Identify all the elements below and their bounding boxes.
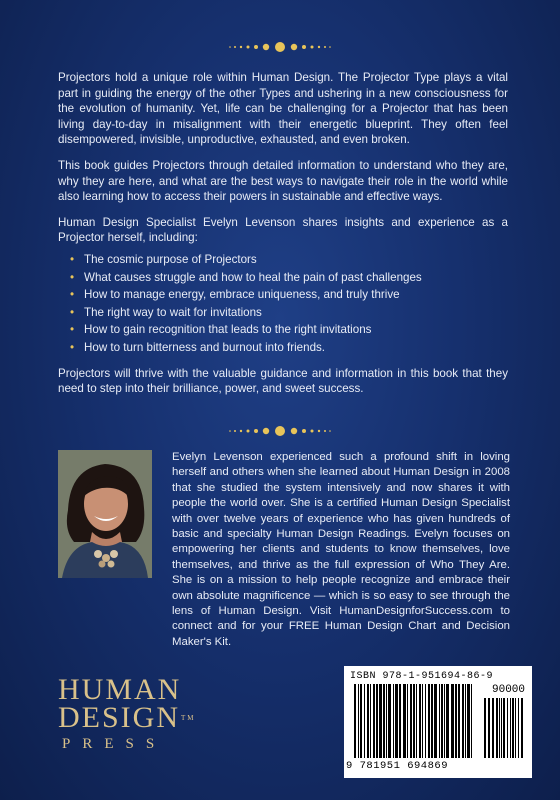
- barcode-bar: [462, 684, 464, 758]
- barcode-bar: [441, 684, 443, 758]
- barcode-bar: [467, 684, 470, 758]
- barcode-addon-bar: [507, 698, 508, 758]
- barcode-addon-bar: [503, 698, 505, 758]
- price-code: 90000: [492, 684, 526, 696]
- barcode-addon-bar: [501, 698, 502, 758]
- barcode-addon-bar: [488, 698, 490, 758]
- barcode-addon-bar: [518, 698, 519, 758]
- barcode-bar: [419, 684, 421, 758]
- middle-ornament: [0, 424, 560, 438]
- barcode-bar: [393, 684, 394, 758]
- barcode-bar: [379, 684, 382, 758]
- barcode-bar: [446, 684, 449, 758]
- logo-line-press: PRESS: [62, 736, 167, 752]
- barcode-bar: [399, 684, 401, 758]
- list-item: • How to manage energy, embrace uniqueness, and truly thrive: [70, 288, 400, 302]
- barcode-bar: [428, 684, 430, 758]
- barcode-bar: [358, 684, 359, 758]
- blurb-paragraph-4: Projectors will thrive with the valuable guidance and information in this book that they need to step into their brilliance, power, and sweet success.: [58, 366, 508, 396]
- isbn-text: ISBN 978-1-951694-86-9: [350, 671, 494, 682]
- logo-line-design: DESIGN™: [58, 701, 196, 734]
- barcode-bar: [364, 684, 365, 758]
- barcode-bar: [458, 684, 460, 758]
- publisher-logo: [58, 673, 208, 753]
- blurb-paragraph-2: This book guides Projectors through detailed information to understand who they are, why they are here, and what are the best ways to navigate their role in the world while also learning how to access their powers in sustainable and effective ways.: [58, 158, 508, 204]
- list-item: • What causes struggle and how to heal the pain of past challenges: [70, 270, 422, 284]
- topic-list: [70, 252, 508, 356]
- list-item: • The cosmic purpose of Projectors: [70, 252, 257, 266]
- barcode-bar: [403, 684, 406, 758]
- list-item: • The right way to wait for invitations: [70, 305, 262, 319]
- author-bio: Evelyn Levenson experienced such a profound shift in loving herself and others when she learned about Human Design in 2008 that she studied the system intensively and now shares it with people the world over. She is a certified Human Design Specialist with over twelve years of experience who has given hundreds of basic and specialty Human Design Readings. Evelyn focuses on empowering her clients and students to know themselves, love themselves, and thrive as the full expression of Who They Are. She is on a mission to help people recognize and embrace their own absolute magnificence — which is so easy to see through the lens of Human Design. Visit HumanDesignforSuccess.com to connect and for your FREE Human Design Chart and Decision Maker's Kit.: [172, 451, 510, 648]
- barcode-bar: [370, 684, 371, 758]
- author-photo: [58, 450, 152, 578]
- isbn-barcode: [344, 666, 532, 778]
- bullet-icon: •: [70, 305, 75, 319]
- list-item: • How to turn bitterness and burnout into friends.: [70, 340, 326, 354]
- blurb: [58, 70, 508, 407]
- blurb-paragraph-1: Projectors hold a unique role within Human Design. The Projector Type plays a vital part in guiding the energy of the other Types and ushering in a new consciousness for the evolution of humanity. Yet, life can be challenging for a Projector that has been living day-to-day in misalignment with their energetic blueprint. They often feel disempowered, invisible, unproductive, exhausted, and even broken.: [58, 71, 508, 147]
- top-ornament: [0, 40, 560, 54]
- barcode-addon-bar: [496, 698, 498, 758]
- barcode-bar: [360, 684, 362, 758]
- barcode-bar: [367, 684, 369, 758]
- barcode-bar: [451, 684, 454, 758]
- trademark-mark: TM: [181, 714, 196, 722]
- bullet-icon: •: [70, 340, 75, 354]
- barcode-bar: [444, 684, 445, 758]
- list-item: • How to gain recognition that leads to the right invitations: [70, 323, 372, 337]
- barcode-bar: [386, 684, 387, 758]
- barcode-bar: [410, 684, 412, 758]
- barcode-bar: [434, 684, 437, 758]
- barcode-bar: [416, 684, 417, 758]
- ean-digits: 9 781951 694869: [346, 760, 449, 772]
- bullet-icon: •: [70, 323, 75, 337]
- bullet-icon: •: [70, 270, 75, 284]
- barcode-bars: [354, 684, 524, 760]
- barcode-bar: [413, 684, 415, 758]
- barcode-addon-bar: [499, 698, 500, 758]
- barcode-bar: [471, 684, 472, 758]
- barcode-bar: [439, 684, 440, 758]
- barcode-addon-bar: [510, 698, 511, 758]
- barcode-bar: [422, 684, 423, 758]
- barcode-addon-bar: [521, 698, 523, 758]
- logo-line-human: HUMAN: [58, 673, 182, 706]
- barcode-addon-bar: [492, 698, 494, 758]
- barcode-bar: [431, 684, 433, 758]
- blurb-paragraph-3: Human Design Specialist Evelyn Levenson shares insights and experience as a Projector herself, including:: [58, 215, 508, 245]
- barcode-bar: [395, 684, 398, 758]
- bullet-icon: •: [70, 252, 75, 266]
- barcode-bar: [388, 684, 391, 758]
- barcode-addon-bar: [515, 698, 516, 758]
- barcode-bar: [383, 684, 385, 758]
- bullet-icon: •: [70, 288, 75, 302]
- barcode-addon-bar: [512, 698, 514, 758]
- barcode-bar: [407, 684, 408, 758]
- barcode-bar: [373, 684, 375, 758]
- barcode-bar: [455, 684, 457, 758]
- barcode-bar: [376, 684, 378, 758]
- barcode-addon-bar: [484, 698, 486, 758]
- barcode-bar: [465, 684, 466, 758]
- barcode-bar: [354, 684, 356, 758]
- barcode-bar: [425, 684, 426, 758]
